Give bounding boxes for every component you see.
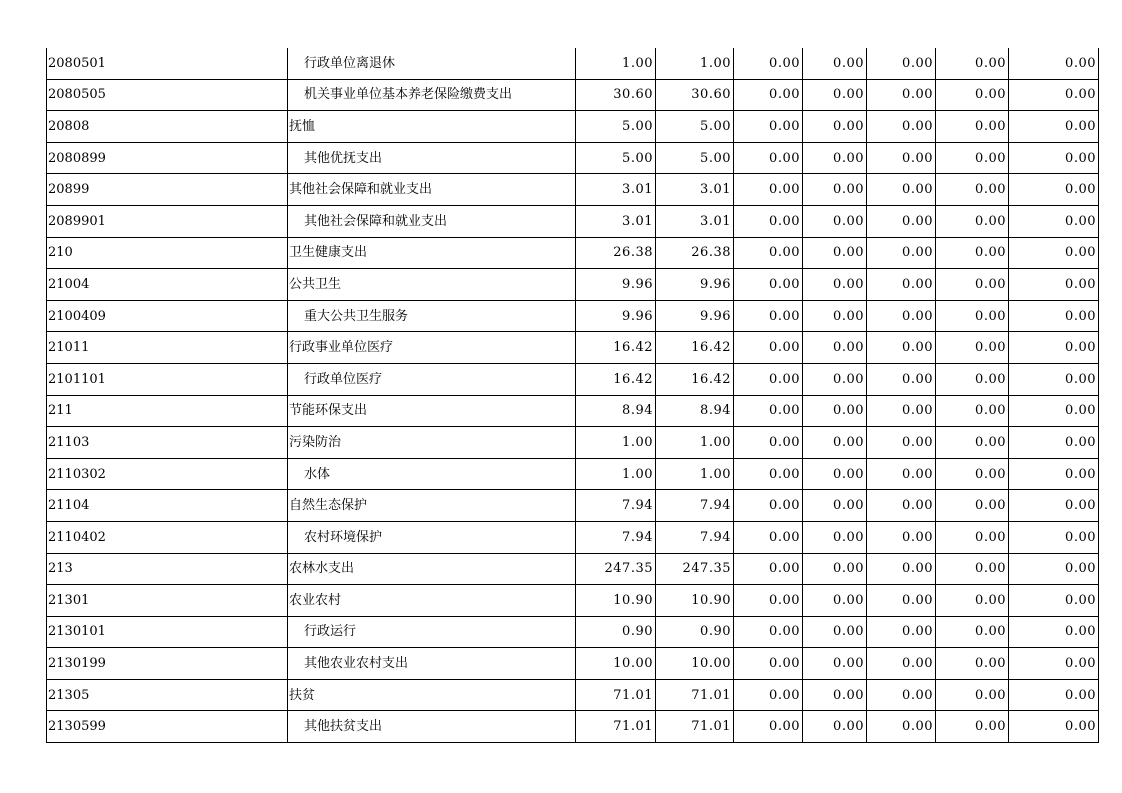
amount-cell: 0.00 — [734, 205, 803, 237]
table-row — [47, 458, 1099, 490]
amount-cell: 247.35 — [576, 553, 656, 585]
amount-cell: 0.00 — [1009, 205, 1099, 237]
amount-cell: 0.00 — [803, 585, 867, 617]
amount-cell: 3.01 — [656, 174, 734, 206]
subject-code-cell: 210 — [47, 237, 288, 269]
amount-cell: 0.00 — [867, 174, 936, 206]
amount-cell: 0.00 — [803, 648, 867, 680]
amount-cell: 0.00 — [803, 427, 867, 459]
amount-cell: 0.00 — [803, 711, 867, 743]
table-row — [47, 174, 1099, 206]
amount-cell: 1.00 — [576, 458, 656, 490]
amount-cell: 10.90 — [576, 585, 656, 617]
amount-cell: 16.42 — [576, 363, 656, 395]
subject-code-cell: 21104 — [47, 490, 288, 522]
table-row — [47, 269, 1099, 301]
amount-cell: 0.00 — [936, 521, 1009, 553]
subject-name-cell: 行政运行 — [288, 616, 576, 648]
amount-cell: 0.00 — [867, 616, 936, 648]
amount-cell: 0.00 — [936, 48, 1009, 79]
amount-cell: 10.00 — [576, 648, 656, 680]
subject-code-cell: 21301 — [47, 585, 288, 617]
amount-cell: 0.00 — [734, 269, 803, 301]
amount-cell: 71.01 — [656, 711, 734, 743]
amount-cell: 0.00 — [867, 79, 936, 111]
amount-cell: 0.00 — [867, 648, 936, 680]
amount-cell: 0.00 — [936, 458, 1009, 490]
amount-cell: 0.00 — [734, 711, 803, 743]
table-row — [47, 142, 1099, 174]
subject-code-cell: 2080899 — [47, 142, 288, 174]
subject-code-cell: 2089901 — [47, 205, 288, 237]
subject-name-cell: 公共卫生 — [288, 269, 576, 301]
table-row — [47, 395, 1099, 427]
amount-cell: 0.00 — [936, 427, 1009, 459]
subject-code-cell: 20899 — [47, 174, 288, 206]
subject-code-cell: 2110302 — [47, 458, 288, 490]
amount-cell: 0.00 — [936, 363, 1009, 395]
amount-cell: 0.00 — [1009, 332, 1099, 364]
amount-cell: 0.00 — [867, 553, 936, 585]
amount-cell: 0.00 — [1009, 427, 1099, 459]
amount-cell: 0.00 — [1009, 174, 1099, 206]
subject-name-cell: 农林水支出 — [288, 553, 576, 585]
subject-name-cell: 水体 — [288, 458, 576, 490]
amount-cell: 71.01 — [576, 711, 656, 743]
amount-cell: 9.96 — [656, 269, 734, 301]
amount-cell: 0.00 — [936, 300, 1009, 332]
amount-cell: 247.35 — [656, 553, 734, 585]
amount-cell: 0.00 — [867, 111, 936, 143]
subject-name-cell: 节能环保支出 — [288, 395, 576, 427]
subject-code-cell: 2110402 — [47, 521, 288, 553]
amount-cell: 0.00 — [734, 48, 803, 79]
amount-cell: 0.00 — [867, 332, 936, 364]
amount-cell: 0.00 — [867, 142, 936, 174]
amount-cell: 0.00 — [803, 616, 867, 648]
subject-code-cell: 213 — [47, 553, 288, 585]
amount-cell: 0.00 — [734, 648, 803, 680]
subject-name-cell: 农村环境保护 — [288, 521, 576, 553]
amount-cell: 0.00 — [867, 458, 936, 490]
subject-name-cell: 农业农村 — [288, 585, 576, 617]
amount-cell: 0.00 — [803, 521, 867, 553]
table-row — [47, 332, 1099, 364]
amount-cell: 1.00 — [576, 427, 656, 459]
amount-cell: 0.00 — [803, 363, 867, 395]
subject-name-cell: 行政事业单位医疗 — [288, 332, 576, 364]
amount-cell: 0.00 — [1009, 458, 1099, 490]
subject-code-cell: 2101101 — [47, 363, 288, 395]
amount-cell: 0.00 — [1009, 237, 1099, 269]
amount-cell: 16.42 — [576, 332, 656, 364]
amount-cell: 0.00 — [936, 679, 1009, 711]
amount-cell: 0.00 — [1009, 648, 1099, 680]
amount-cell: 0.00 — [867, 427, 936, 459]
amount-cell: 30.60 — [576, 79, 656, 111]
amount-cell: 1.00 — [656, 48, 734, 79]
amount-cell: 0.00 — [803, 142, 867, 174]
amount-cell: 71.01 — [576, 679, 656, 711]
subject-name-cell: 行政单位医疗 — [288, 363, 576, 395]
amount-cell: 7.94 — [576, 490, 656, 522]
subject-name-cell: 污染防治 — [288, 427, 576, 459]
amount-cell: 0.00 — [1009, 395, 1099, 427]
amount-cell: 0.00 — [936, 585, 1009, 617]
amount-cell: 0.00 — [803, 332, 867, 364]
amount-cell: 0.00 — [734, 111, 803, 143]
amount-cell: 0.00 — [734, 300, 803, 332]
amount-cell: 0.00 — [867, 490, 936, 522]
amount-cell: 0.00 — [867, 269, 936, 301]
amount-cell: 0.00 — [867, 585, 936, 617]
amount-cell: 0.00 — [734, 616, 803, 648]
table-row — [47, 679, 1099, 711]
amount-cell: 0.00 — [1009, 79, 1099, 111]
amount-cell: 0.00 — [867, 521, 936, 553]
subject-name-cell: 其他优抚支出 — [288, 142, 576, 174]
amount-cell: 8.94 — [656, 395, 734, 427]
amount-cell: 0.00 — [734, 490, 803, 522]
amount-cell: 0.00 — [936, 174, 1009, 206]
amount-cell: 10.90 — [656, 585, 734, 617]
subject-name-cell: 自然生态保护 — [288, 490, 576, 522]
subject-name-cell: 抚恤 — [288, 111, 576, 143]
amount-cell: 26.38 — [576, 237, 656, 269]
amount-cell: 0.00 — [936, 711, 1009, 743]
subject-code-cell: 2130101 — [47, 616, 288, 648]
amount-cell: 5.00 — [576, 142, 656, 174]
amount-cell: 0.00 — [803, 79, 867, 111]
amount-cell: 0.00 — [1009, 48, 1099, 79]
subject-code-cell: 211 — [47, 395, 288, 427]
amount-cell: 0.00 — [936, 237, 1009, 269]
amount-cell: 0.00 — [1009, 711, 1099, 743]
amount-cell: 7.94 — [656, 490, 734, 522]
amount-cell: 0.00 — [734, 553, 803, 585]
subject-name-cell: 其他农业农村支出 — [288, 648, 576, 680]
subject-code-cell: 2100409 — [47, 300, 288, 332]
amount-cell: 3.01 — [576, 174, 656, 206]
amount-cell: 0.00 — [1009, 111, 1099, 143]
subject-name-cell: 行政单位离退休 — [288, 48, 576, 79]
amount-cell: 0.00 — [734, 174, 803, 206]
table-row — [47, 300, 1099, 332]
subject-code-cell: 21103 — [47, 427, 288, 459]
subject-name-cell: 卫生健康支出 — [288, 237, 576, 269]
subject-name-cell: 其他社会保障和就业支出 — [288, 205, 576, 237]
amount-cell: 0.00 — [734, 332, 803, 364]
amount-cell: 0.00 — [803, 679, 867, 711]
amount-cell: 0.00 — [734, 427, 803, 459]
table-row — [47, 553, 1099, 585]
amount-cell: 1.00 — [656, 427, 734, 459]
subject-code-cell: 2080505 — [47, 79, 288, 111]
table-row — [47, 48, 1099, 79]
amount-cell: 0.00 — [1009, 553, 1099, 585]
amount-cell: 0.00 — [734, 521, 803, 553]
amount-cell: 7.94 — [656, 521, 734, 553]
table-row — [47, 521, 1099, 553]
amount-cell: 9.96 — [656, 300, 734, 332]
subject-code-cell: 21011 — [47, 332, 288, 364]
amount-cell: 0.00 — [803, 205, 867, 237]
subject-code-cell: 21305 — [47, 679, 288, 711]
table-row — [47, 237, 1099, 269]
amount-cell: 9.96 — [576, 300, 656, 332]
amount-cell: 5.00 — [576, 111, 656, 143]
amount-cell: 30.60 — [656, 79, 734, 111]
amount-cell: 10.00 — [656, 648, 734, 680]
amount-cell: 0.00 — [803, 300, 867, 332]
table-row — [47, 616, 1099, 648]
amount-cell: 0.00 — [734, 237, 803, 269]
subject-code-cell: 2130199 — [47, 648, 288, 680]
table-row — [47, 585, 1099, 617]
budget-table — [46, 48, 1099, 743]
amount-cell: 0.00 — [803, 458, 867, 490]
subject-code-cell: 21004 — [47, 269, 288, 301]
table-row — [47, 205, 1099, 237]
amount-cell: 0.00 — [936, 269, 1009, 301]
amount-cell: 0.00 — [936, 395, 1009, 427]
amount-cell: 0.00 — [803, 553, 867, 585]
subject-code-cell: 20808 — [47, 111, 288, 143]
amount-cell: 0.00 — [867, 395, 936, 427]
amount-cell: 8.94 — [576, 395, 656, 427]
amount-cell: 71.01 — [656, 679, 734, 711]
amount-cell: 0.00 — [734, 395, 803, 427]
amount-cell: 26.38 — [656, 237, 734, 269]
table-row — [47, 711, 1099, 743]
amount-cell: 0.00 — [734, 363, 803, 395]
amount-cell: 0.00 — [867, 205, 936, 237]
amount-cell: 5.00 — [656, 111, 734, 143]
table-row — [47, 648, 1099, 680]
amount-cell: 0.00 — [936, 205, 1009, 237]
amount-cell: 0.00 — [936, 79, 1009, 111]
amount-cell: 0.00 — [803, 111, 867, 143]
amount-cell: 0.00 — [803, 395, 867, 427]
table-row — [47, 79, 1099, 111]
amount-cell: 0.00 — [803, 174, 867, 206]
amount-cell: 16.42 — [656, 332, 734, 364]
amount-cell: 3.01 — [656, 205, 734, 237]
subject-code-cell: 2130599 — [47, 711, 288, 743]
table-row — [47, 490, 1099, 522]
amount-cell: 0.00 — [734, 585, 803, 617]
amount-cell: 9.96 — [576, 269, 656, 301]
amount-cell: 0.00 — [803, 237, 867, 269]
amount-cell: 1.00 — [656, 458, 734, 490]
table-row — [47, 363, 1099, 395]
amount-cell: 0.00 — [734, 679, 803, 711]
amount-cell: 0.00 — [1009, 300, 1099, 332]
amount-cell: 0.00 — [803, 48, 867, 79]
amount-cell: 0.00 — [803, 490, 867, 522]
subject-name-cell: 重大公共卫生服务 — [288, 300, 576, 332]
amount-cell: 1.00 — [576, 48, 656, 79]
amount-cell: 0.90 — [576, 616, 656, 648]
amount-cell: 0.00 — [936, 648, 1009, 680]
amount-cell: 0.00 — [936, 111, 1009, 143]
amount-cell: 0.90 — [656, 616, 734, 648]
amount-cell: 16.42 — [656, 363, 734, 395]
amount-cell: 0.00 — [867, 237, 936, 269]
table-row — [47, 111, 1099, 143]
amount-cell: 0.00 — [734, 458, 803, 490]
subject-name-cell: 机关事业单位基本养老保险缴费支出 — [288, 79, 576, 111]
amount-cell: 0.00 — [867, 363, 936, 395]
table-row — [47, 427, 1099, 459]
amount-cell: 0.00 — [936, 616, 1009, 648]
amount-cell: 0.00 — [1009, 521, 1099, 553]
amount-cell: 0.00 — [936, 553, 1009, 585]
budget-table-body — [47, 48, 1099, 743]
amount-cell: 0.00 — [734, 79, 803, 111]
amount-cell: 0.00 — [803, 269, 867, 301]
subject-code-cell: 2080501 — [47, 48, 288, 79]
amount-cell: 0.00 — [1009, 269, 1099, 301]
amount-cell: 0.00 — [1009, 616, 1099, 648]
amount-cell: 0.00 — [1009, 585, 1099, 617]
amount-cell: 0.00 — [867, 711, 936, 743]
amount-cell: 0.00 — [867, 679, 936, 711]
subject-name-cell: 其他社会保障和就业支出 — [288, 174, 576, 206]
amount-cell: 0.00 — [1009, 363, 1099, 395]
amount-cell: 3.01 — [576, 205, 656, 237]
amount-cell: 0.00 — [867, 300, 936, 332]
amount-cell: 0.00 — [1009, 142, 1099, 174]
amount-cell: 0.00 — [936, 332, 1009, 364]
amount-cell: 0.00 — [1009, 679, 1099, 711]
subject-name-cell: 其他扶贫支出 — [288, 711, 576, 743]
amount-cell: 0.00 — [1009, 490, 1099, 522]
subject-name-cell: 扶贫 — [288, 679, 576, 711]
amount-cell: 0.00 — [936, 490, 1009, 522]
amount-cell: 0.00 — [867, 48, 936, 79]
amount-cell: 7.94 — [576, 521, 656, 553]
amount-cell: 5.00 — [656, 142, 734, 174]
amount-cell: 0.00 — [936, 142, 1009, 174]
amount-cell: 0.00 — [734, 142, 803, 174]
